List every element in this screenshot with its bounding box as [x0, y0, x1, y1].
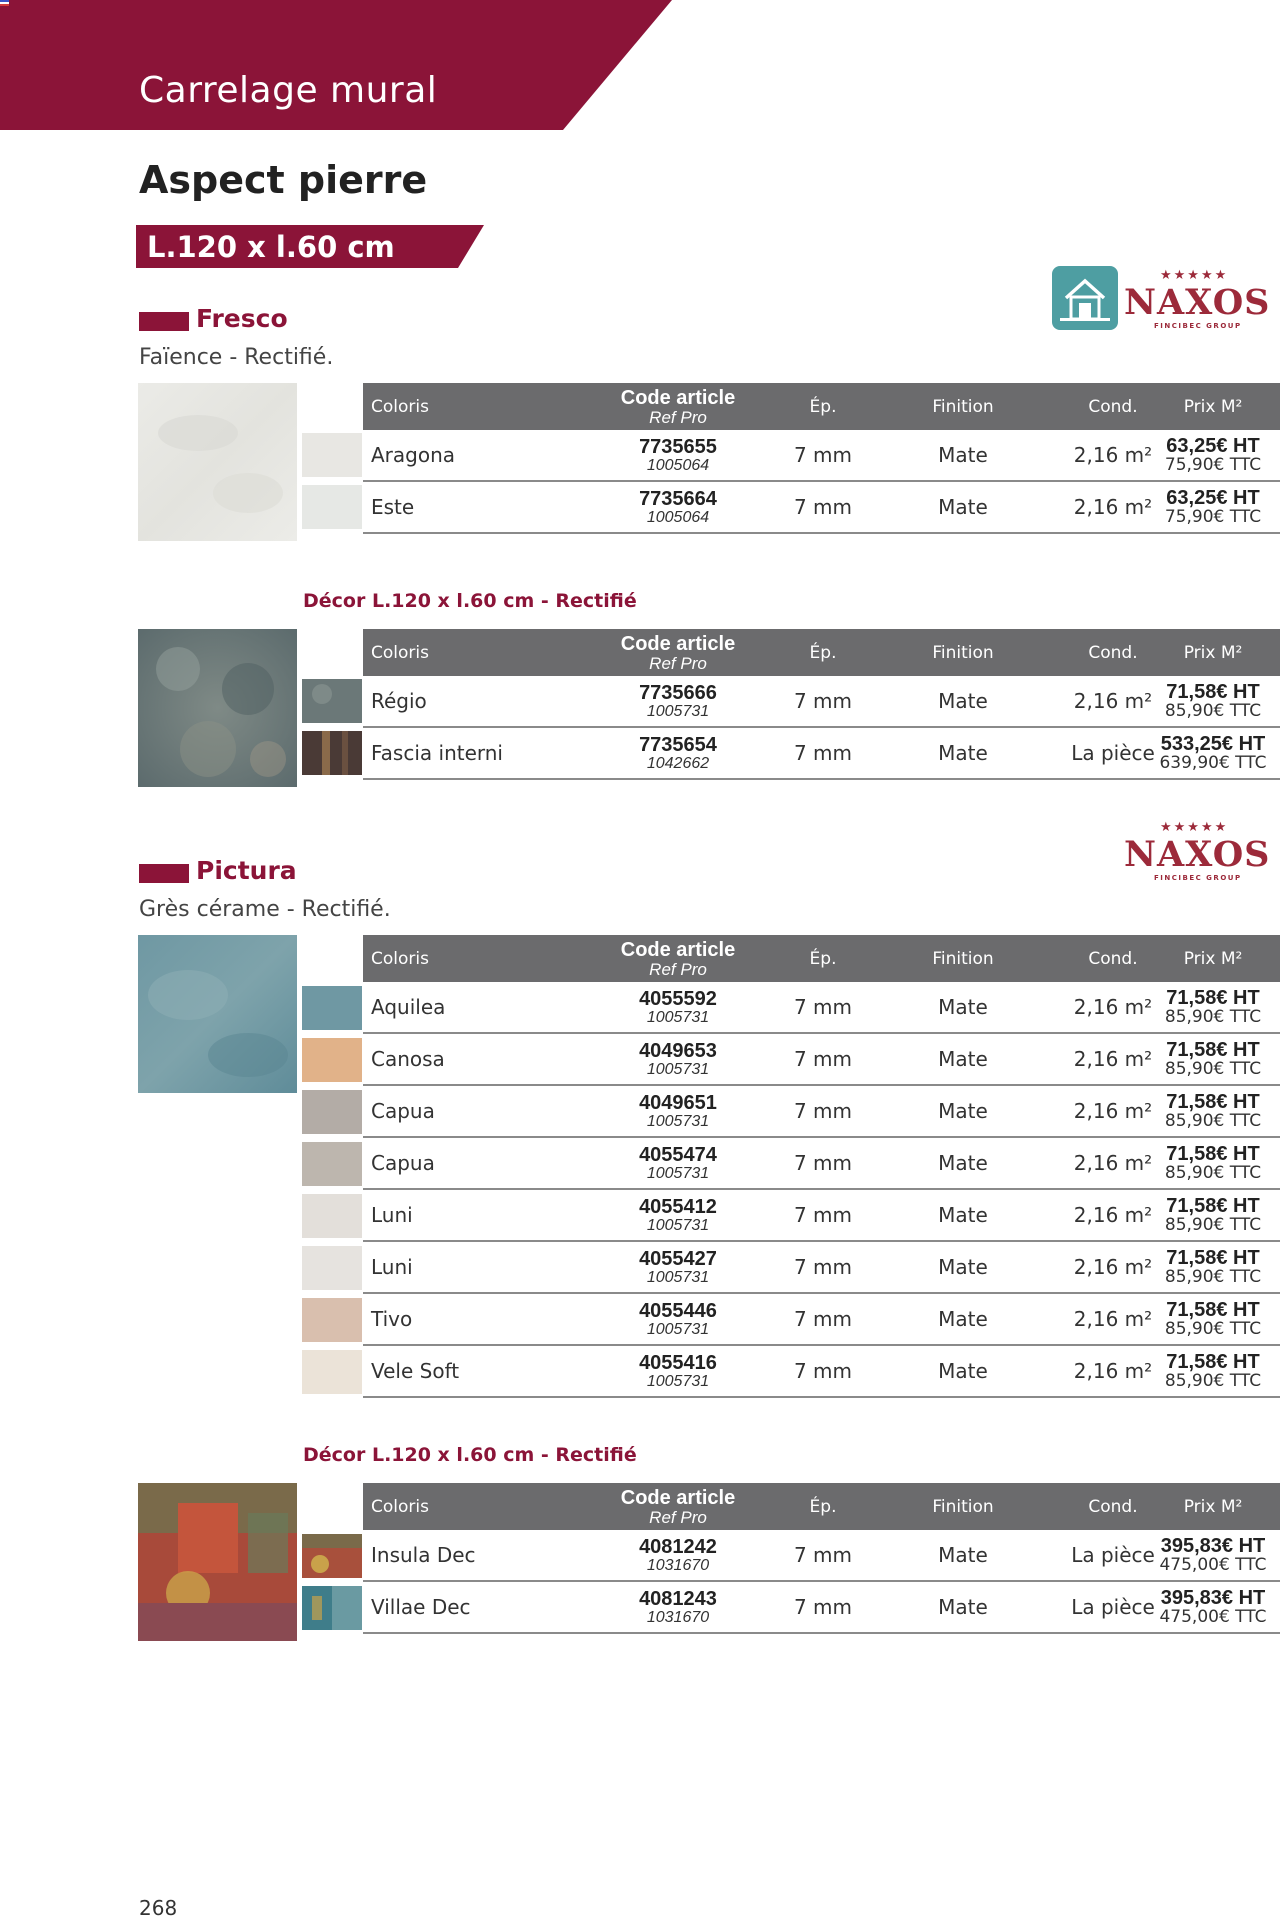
- code-cell: [603, 676, 753, 726]
- page-number: 268: [139, 1896, 178, 1920]
- table-body: [363, 1530, 1280, 1634]
- code-cell: [603, 728, 753, 778]
- code-article: 7735666: [639, 681, 717, 704]
- table-row: [363, 728, 1280, 780]
- col-cond: Cond.: [1088, 1496, 1138, 1517]
- table-body: [363, 676, 1280, 780]
- ref-pro: 1005731: [646, 1008, 710, 1026]
- price-ttc: 85,90€ TTC: [1164, 1007, 1262, 1027]
- ref-pro: 1005731: [646, 1112, 710, 1130]
- price-ttc: 85,90€ TTC: [1164, 1319, 1262, 1339]
- tivo-swatch: [302, 1298, 362, 1342]
- col-ep: Ép.: [809, 642, 837, 663]
- code-cell: [603, 1190, 753, 1240]
- ref-pro: 1005731: [646, 1268, 710, 1286]
- table-row: [363, 676, 1280, 728]
- aragona-swatch: [302, 433, 362, 477]
- cond-cell: La pièce: [1071, 1543, 1155, 1567]
- col-ep: Ép.: [809, 396, 837, 417]
- table-header: [363, 935, 1280, 982]
- ep-cell: 7 mm: [793, 1047, 853, 1071]
- ref-pro: 1042662: [646, 754, 710, 772]
- price-ttc: 85,90€ TTC: [1164, 1215, 1262, 1235]
- cond-cell: 2,16 m²: [1073, 1047, 1153, 1071]
- price-cell: [1148, 1190, 1278, 1240]
- coloris-cell: Capua: [371, 1099, 435, 1123]
- banner-title: Carrelage mural: [139, 70, 438, 111]
- code-article: 4055446: [639, 1299, 717, 1322]
- col-prix: Prix M²: [1183, 642, 1243, 663]
- finition-cell: Mate: [938, 1255, 988, 1279]
- coloris-cell: Este: [371, 495, 415, 519]
- code-article: 7735655: [639, 435, 717, 458]
- ref-pro: 1005731: [646, 1164, 710, 1182]
- section-title: Fresco: [196, 304, 288, 333]
- section-title: Pictura: [196, 856, 297, 885]
- insula-tile-image: [138, 1483, 297, 1641]
- code-article: 4081242: [639, 1535, 717, 1558]
- cond-cell: 2,16 m²: [1073, 1359, 1153, 1383]
- table-row: [363, 982, 1280, 1034]
- price-cell: [1148, 1346, 1278, 1396]
- price-ht: 395,83€ HT: [1160, 1587, 1266, 1609]
- table-row: [363, 1086, 1280, 1138]
- price-ht: 63,25€ HT: [1166, 487, 1260, 509]
- ep-cell: 7 mm: [793, 995, 853, 1019]
- price-ttc: 85,90€ TTC: [1164, 1371, 1262, 1391]
- col-coloris: Coloris: [371, 396, 429, 417]
- cond-cell: La pièce: [1071, 741, 1155, 765]
- price-ttc: 85,90€ TTC: [1164, 701, 1262, 721]
- capua-swatch-2: [302, 1142, 362, 1186]
- fresco-table: [363, 383, 1280, 534]
- flag-icon: [0, 0, 9, 6]
- coloris-cell: Fascia interni: [371, 741, 503, 765]
- luni-swatch-2: [302, 1246, 362, 1290]
- col-code-label: Code article: [620, 938, 736, 961]
- col-finition: Finition: [932, 396, 994, 417]
- capua-swatch: [302, 1090, 362, 1134]
- ep-cell: 7 mm: [793, 1595, 853, 1619]
- table-body: [363, 982, 1280, 1398]
- finition-cell: Mate: [938, 1047, 988, 1071]
- finition-cell: Mate: [938, 741, 988, 765]
- canosa-swatch: [302, 1038, 362, 1082]
- col-ep: Ép.: [809, 1496, 837, 1517]
- price-cell: [1148, 1530, 1278, 1580]
- code-cell: [603, 1242, 753, 1292]
- coloris-cell: Aquilea: [371, 995, 446, 1019]
- col-ep: Ép.: [809, 948, 837, 969]
- code-article: 4055412: [639, 1195, 717, 1218]
- ep-cell: 7 mm: [793, 443, 853, 467]
- col-code-label: Code article: [620, 632, 736, 655]
- table-row: [363, 1294, 1280, 1346]
- price-ht: 71,58€ HT: [1166, 1247, 1260, 1269]
- brand-group: FINCIBEC GROUP: [1154, 322, 1242, 330]
- coloris-cell: Insula Dec: [371, 1543, 476, 1567]
- price-ttc: 75,90€ TTC: [1164, 455, 1262, 475]
- col-finition: Finition: [932, 948, 994, 969]
- house-icon: [1052, 266, 1118, 330]
- price-cell: [1148, 482, 1278, 532]
- fresco-decor-table: [363, 629, 1280, 780]
- size-tag-label: L.120 x l.60 cm: [147, 230, 395, 264]
- villae-swatch: [302, 1586, 362, 1630]
- cond-cell: 2,16 m²: [1073, 995, 1153, 1019]
- table-row: [363, 482, 1280, 534]
- col-code: [603, 935, 753, 982]
- price-ht: 63,25€ HT: [1166, 435, 1260, 457]
- ref-pro: 1031670: [646, 1608, 710, 1626]
- ep-cell: 7 mm: [793, 1203, 853, 1227]
- col-ref-label: Ref Pro: [649, 959, 707, 979]
- house-glyph: [1052, 266, 1118, 330]
- coloris-cell: Luni: [371, 1255, 413, 1279]
- aquilea-swatch: [302, 986, 362, 1030]
- price-ttc: 75,90€ TTC: [1164, 507, 1262, 527]
- ref-pro: 1005731: [646, 1320, 710, 1338]
- section-subtitle: Faïence - Rectifié.: [139, 345, 334, 370]
- cond-cell: La pièce: [1071, 1595, 1155, 1619]
- ep-cell: 7 mm: [793, 741, 853, 765]
- table-row: [363, 1346, 1280, 1398]
- code-article: 4055416: [639, 1351, 717, 1374]
- code-article: 4055427: [639, 1247, 717, 1270]
- ep-cell: 7 mm: [793, 1359, 853, 1383]
- code-cell: [603, 1034, 753, 1084]
- price-ht: 71,58€ HT: [1166, 987, 1260, 1009]
- coloris-cell: Régio: [371, 689, 427, 713]
- price-ht: 71,58€ HT: [1166, 1143, 1260, 1165]
- table-header: [363, 1483, 1280, 1530]
- col-ref-label: Ref Pro: [649, 407, 707, 427]
- col-code: [603, 383, 753, 430]
- code-cell: [603, 1530, 753, 1580]
- este-swatch: [302, 485, 362, 529]
- table-row: [363, 1530, 1280, 1582]
- brand-name: NAXOS: [1124, 834, 1271, 875]
- price-ht: 395,83€ HT: [1160, 1535, 1266, 1557]
- pictura-table: [363, 935, 1280, 1398]
- ep-cell: 7 mm: [793, 1099, 853, 1123]
- price-cell: [1148, 1034, 1278, 1084]
- luni-swatch: [302, 1194, 362, 1238]
- table-body: [363, 430, 1280, 534]
- finition-cell: Mate: [938, 1307, 988, 1331]
- ep-cell: 7 mm: [793, 1307, 853, 1331]
- ref-pro: 1005731: [646, 1216, 710, 1234]
- finition-cell: Mate: [938, 1543, 988, 1567]
- ref-pro: 1005064: [646, 508, 710, 526]
- code-cell: [603, 482, 753, 532]
- size-tag: [136, 225, 484, 268]
- finition-cell: Mate: [938, 995, 988, 1019]
- price-ht: 533,25€ HT: [1160, 733, 1266, 755]
- col-finition: Finition: [932, 1496, 994, 1517]
- naxos-logo: [1122, 818, 1280, 888]
- page-title: Aspect pierre: [139, 158, 428, 202]
- code-cell: [603, 1294, 753, 1344]
- code-article: 4055592: [639, 987, 717, 1010]
- regio-tile-image: [138, 629, 297, 787]
- table-row: [363, 1138, 1280, 1190]
- price-ttc: 85,90€ TTC: [1164, 1111, 1262, 1131]
- vele-soft-swatch: [302, 1350, 362, 1394]
- price-cell: [1148, 728, 1278, 778]
- brand-name: NAXOS: [1124, 282, 1271, 323]
- section-marker: [139, 312, 189, 331]
- ref-pro: 1005064: [646, 456, 710, 474]
- code-cell: [603, 1086, 753, 1136]
- ref-pro: 1005731: [646, 1060, 710, 1078]
- table-header: [363, 629, 1280, 676]
- table-row: [363, 1582, 1280, 1634]
- cond-cell: 2,16 m²: [1073, 495, 1153, 519]
- price-ttc: 475,00€ TTC: [1159, 1555, 1267, 1575]
- col-prix: Prix M²: [1183, 396, 1243, 417]
- rating-stars: ★★★★★: [1160, 268, 1229, 283]
- finition-cell: Mate: [938, 1099, 988, 1123]
- code-cell: [603, 1138, 753, 1188]
- cond-cell: 2,16 m²: [1073, 1099, 1153, 1123]
- decor-title: Décor L.120 x l.60 cm - Rectifié: [303, 590, 637, 612]
- ep-cell: 7 mm: [793, 689, 853, 713]
- price-cell: [1148, 1582, 1278, 1632]
- price-cell: [1148, 676, 1278, 726]
- code-article: 4055474: [639, 1143, 717, 1166]
- table-header: [363, 383, 1280, 430]
- col-code: [603, 1483, 753, 1530]
- brand-group: FINCIBEC GROUP: [1154, 874, 1242, 882]
- header-banner: [0, 0, 672, 130]
- ref-pro: 1005731: [646, 1372, 710, 1390]
- price-ttc: 475,00€ TTC: [1159, 1607, 1267, 1627]
- ref-pro: 1031670: [646, 1556, 710, 1574]
- finition-cell: Mate: [938, 1203, 988, 1227]
- price-cell: [1148, 1242, 1278, 1292]
- code-article: 4049651: [639, 1091, 717, 1114]
- finition-cell: Mate: [938, 443, 988, 467]
- price-cell: [1148, 1138, 1278, 1188]
- finition-cell: Mate: [938, 1359, 988, 1383]
- table-row: [363, 430, 1280, 482]
- cond-cell: 2,16 m²: [1073, 1307, 1153, 1331]
- code-cell: [603, 1346, 753, 1396]
- finition-cell: Mate: [938, 495, 988, 519]
- col-coloris: Coloris: [371, 1496, 429, 1517]
- price-ht: 71,58€ HT: [1166, 1299, 1260, 1321]
- price-ht: 71,58€ HT: [1166, 1195, 1260, 1217]
- cond-cell: 2,16 m²: [1073, 443, 1153, 467]
- rating-stars: ★★★★★: [1160, 820, 1229, 835]
- pictura-tile-image: [138, 935, 297, 1093]
- coloris-cell: Capua: [371, 1151, 435, 1175]
- cond-cell: 2,16 m²: [1073, 1255, 1153, 1279]
- coloris-cell: Villae Dec: [371, 1595, 471, 1619]
- fascia-swatch: [302, 731, 362, 775]
- col-code-label: Code article: [620, 386, 736, 409]
- coloris-cell: Luni: [371, 1203, 413, 1227]
- price-ttc: 85,90€ TTC: [1164, 1059, 1262, 1079]
- col-cond: Cond.: [1088, 642, 1138, 663]
- col-prix: Prix M²: [1183, 948, 1243, 969]
- decor-title: Décor L.120 x l.60 cm - Rectifié: [303, 1444, 637, 1466]
- col-ref-label: Ref Pro: [649, 1507, 707, 1527]
- col-code-label: Code article: [620, 1486, 736, 1509]
- price-ttc: 85,90€ TTC: [1164, 1163, 1262, 1183]
- code-article: 4081243: [639, 1587, 717, 1610]
- ep-cell: 7 mm: [793, 1543, 853, 1567]
- price-ttc: 639,90€ TTC: [1159, 753, 1267, 773]
- col-code: [603, 629, 753, 676]
- section-subtitle: Grès cérame - Rectifié.: [139, 897, 391, 922]
- finition-cell: Mate: [938, 1151, 988, 1175]
- col-prix: Prix M²: [1183, 1496, 1243, 1517]
- price-ht: 71,58€ HT: [1166, 1091, 1260, 1113]
- ep-cell: 7 mm: [793, 495, 853, 519]
- col-coloris: Coloris: [371, 642, 429, 663]
- price-ht: 71,58€ HT: [1166, 1039, 1260, 1061]
- coloris-cell: Vele Soft: [371, 1359, 460, 1383]
- coloris-cell: Tivo: [371, 1307, 413, 1331]
- insula-swatch: [302, 1534, 362, 1578]
- col-finition: Finition: [932, 642, 994, 663]
- col-cond: Cond.: [1088, 948, 1138, 969]
- cond-cell: 2,16 m²: [1073, 1203, 1153, 1227]
- col-ref-label: Ref Pro: [649, 653, 707, 673]
- fresco-tile-image: [138, 383, 297, 541]
- cond-cell: 2,16 m²: [1073, 1151, 1153, 1175]
- ep-cell: 7 mm: [793, 1255, 853, 1279]
- table-row: [363, 1242, 1280, 1294]
- price-ttc: 85,90€ TTC: [1164, 1267, 1262, 1287]
- pictura-decor-table: [363, 1483, 1280, 1634]
- table-row: [363, 1190, 1280, 1242]
- cond-cell: 2,16 m²: [1073, 689, 1153, 713]
- ep-cell: 7 mm: [793, 1151, 853, 1175]
- regio-swatch: [302, 679, 362, 723]
- section-marker: [139, 864, 189, 883]
- price-cell: [1148, 1294, 1278, 1344]
- ref-pro: 1005731: [646, 702, 710, 720]
- code-article: 7735664: [639, 487, 717, 510]
- finition-cell: Mate: [938, 1595, 988, 1619]
- price-cell: [1148, 982, 1278, 1032]
- code-cell: [603, 982, 753, 1032]
- col-coloris: Coloris: [371, 948, 429, 969]
- coloris-cell: Aragona: [371, 443, 456, 467]
- table-row: [363, 1034, 1280, 1086]
- price-ht: 71,58€ HT: [1166, 681, 1260, 703]
- price-ht: 71,58€ HT: [1166, 1351, 1260, 1373]
- code-article: 7735654: [639, 733, 717, 756]
- code-article: 4049653: [639, 1039, 717, 1062]
- naxos-logo: [1052, 266, 1280, 336]
- coloris-cell: Canosa: [371, 1047, 445, 1071]
- price-cell: [1148, 1086, 1278, 1136]
- code-cell: [603, 430, 753, 480]
- col-cond: Cond.: [1088, 396, 1138, 417]
- finition-cell: Mate: [938, 689, 988, 713]
- price-cell: [1148, 430, 1278, 480]
- code-cell: [603, 1582, 753, 1632]
